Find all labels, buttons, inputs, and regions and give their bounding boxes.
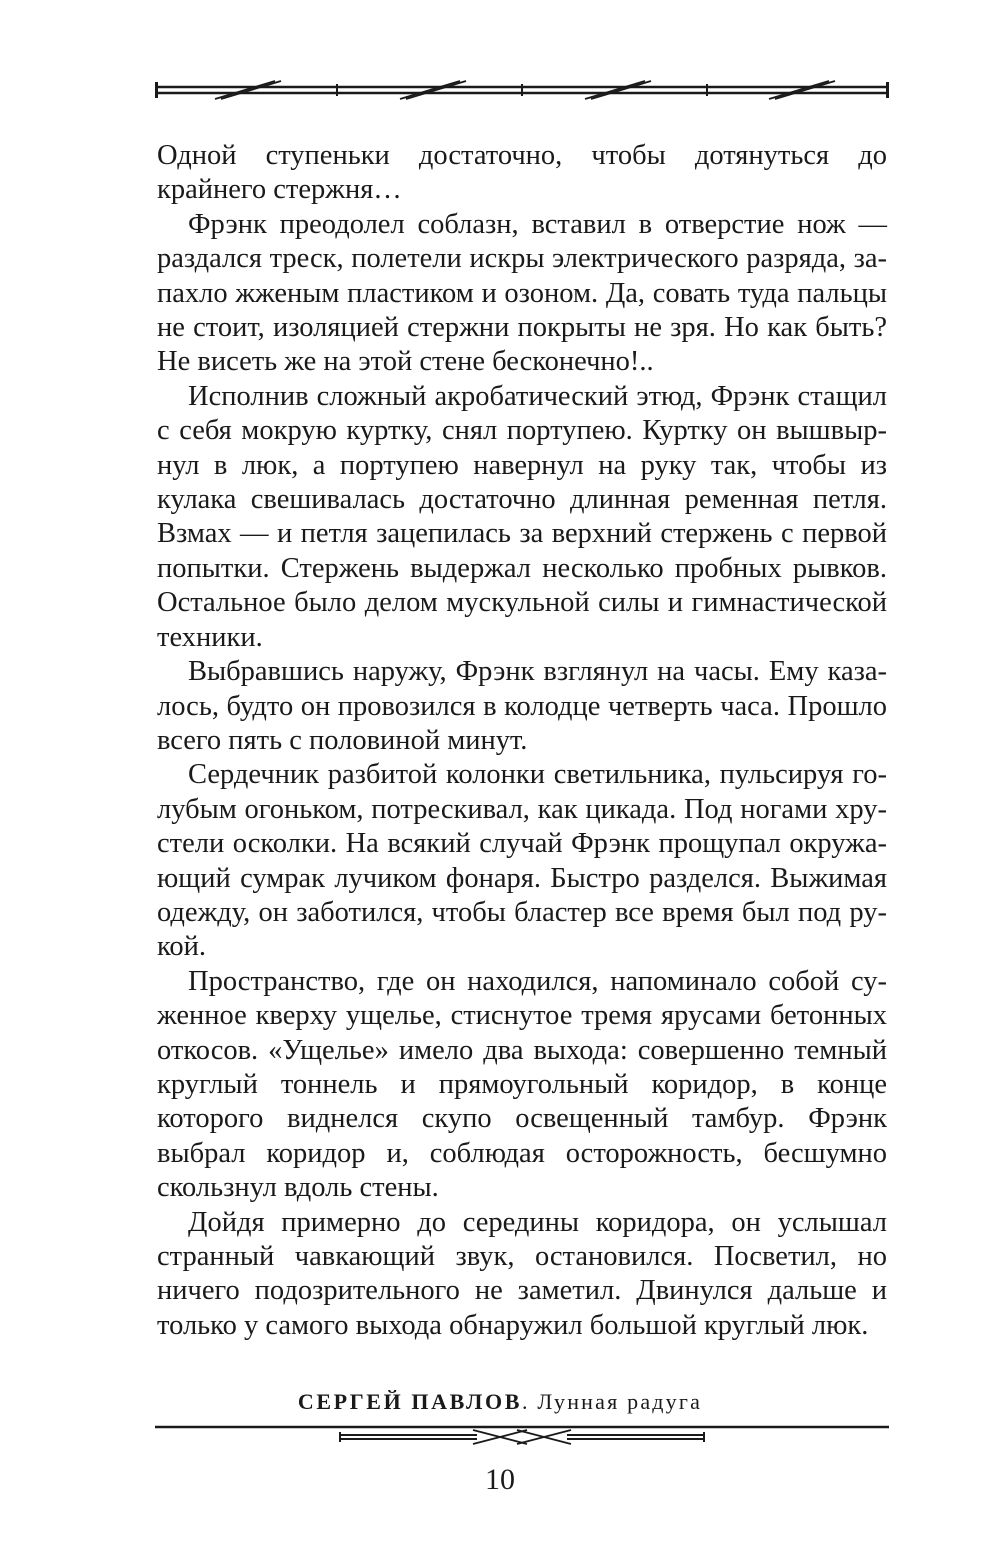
paragraph: Исполнив сложный акробатический этюд, Фрэнк стащил с себя мокрую куртку, снял портупею. Куртку он вышвырнул в люк, а портупею навернул на руку так, чтобы из кулака свешивалась достаточно длинная ременная петля. Взмах — и петля зацепилась за верхний стержень с первой попытки. Стержень выдержал несколько пробных рывков. Остальное было делом мускульной силы и гимнастической техники.: [157, 380, 887, 653]
author-name: СЕРГЕЙ ПАВЛОВ: [297, 1389, 523, 1414]
footer-separator: .: [522, 1389, 530, 1414]
paragraph: Фрэнк преодолел соблазн, вставил в отверстие нож — раздался треск, полетели искры электрического разряда, запахло жженым пластиком и озоном. Да, совать туда пальцы не стоит, изоляцией стержни покрыты не зря. Но как быть? Не висеть же на этой стене бесконечно!..: [157, 208, 887, 378]
page-number: 10: [485, 1463, 515, 1496]
top-ornamental-rule-icon: [155, 76, 889, 104]
book-title: Лунная радуга: [537, 1389, 703, 1414]
paragraph: Выбравшись наружу, Фрэнк взглянул на часы. Ему казалось, будто он провозился в колодце четверть часа. Прошло всего пять с половиной минут.: [157, 656, 887, 756]
body-text: [157, 139, 887, 1343]
running-footer: [0, 1388, 1000, 1416]
paragraph: Одной ступеньки достаточно, чтобы дотянуться до крайнего стержня…: [157, 140, 887, 206]
bottom-ornamental-rule-icon: [155, 1424, 889, 1450]
paragraph: Дойдя примерно до середины коридора, он услышал странный чавкающий звук, остановился. Посветил, но ничего подозрительного не заметил. Двинулся дальше и только у самого выхода обнаружил большой круглый люк.: [157, 1206, 887, 1341]
paragraph: Сердечник разбитой колонки светильника, пульсируя голубым огоньком, потрескивал, как цикада. Под ногами хрустели осколки. На всякий случай Фрэнк прощупал окружающий сумрак лучиком фонаря. Быстро разделся. Выжимая одежду, он заботился, чтобы бластер все время был под рукой.: [157, 759, 887, 963]
paragraph: Пространство, где он находился, напоминало собой суженное кверху ущелье, стиснутое тремя ярусами бетонных откосов. «Ущелье» имело два выхода: совершенно темный круглый тоннель и прямоугольный коридор, в конце которого виднелся скупо освещенный тамбур. Фрэнк выбрал коридор и, соблюдая осторожность, бесшумно скользнул вдоль стены.: [157, 965, 887, 1204]
